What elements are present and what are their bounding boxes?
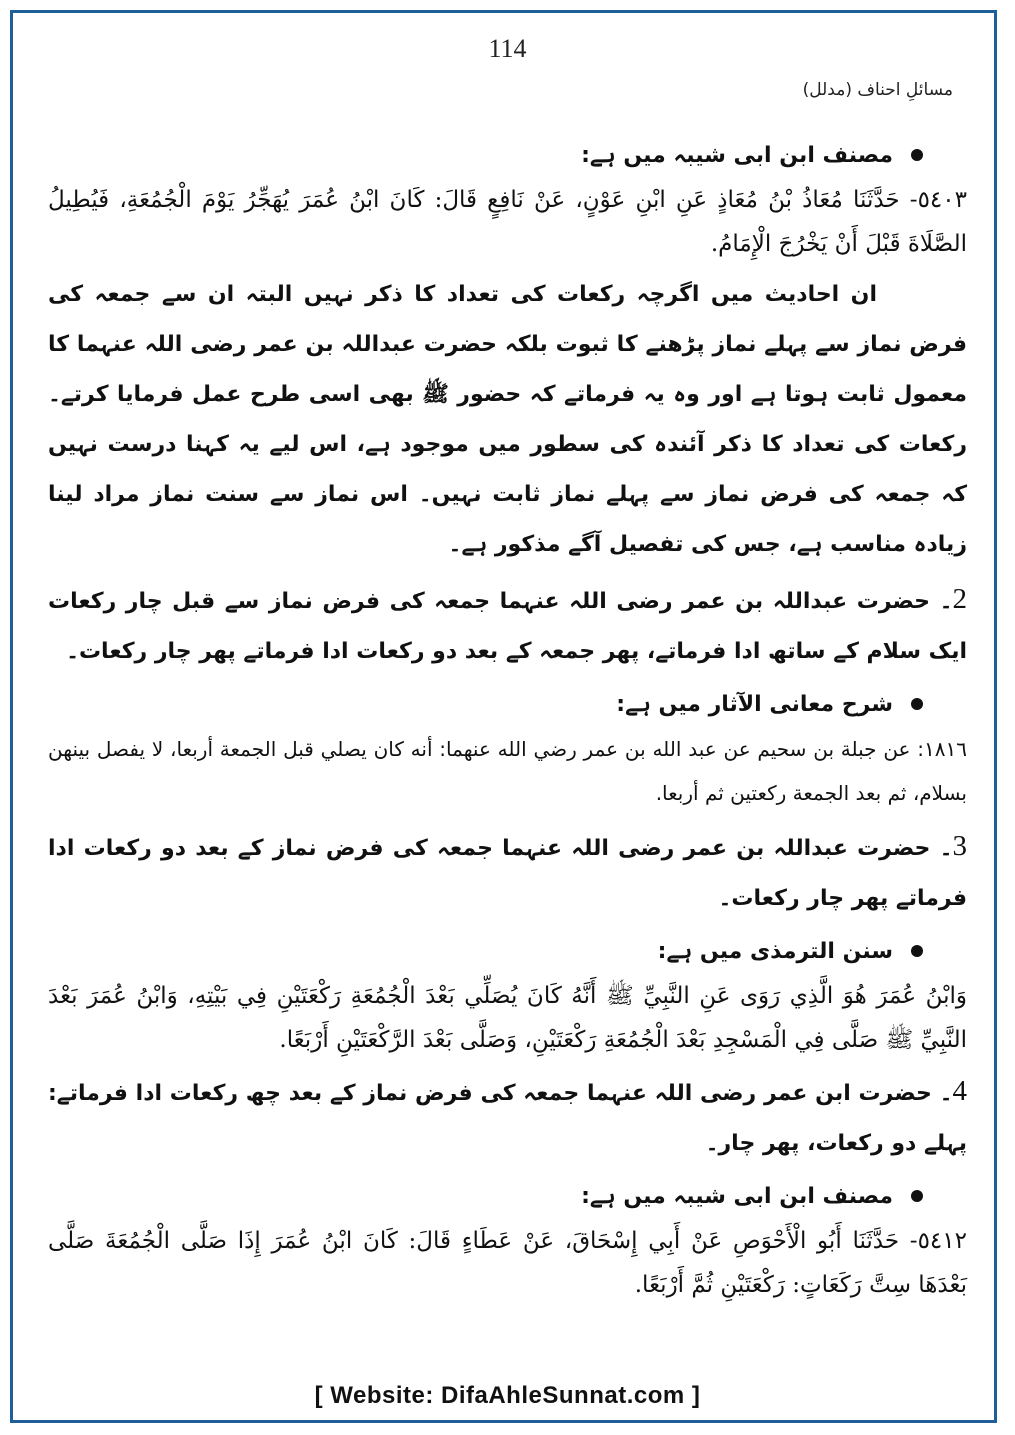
arabic-hadith: ١٨١٦: عن جبلة بن سحيم عن عبد الله بن عمر رضي الله عنهما: أنه كان يصلي قبل الجمعة أربعا، لا يفصل بينهن بسلام، ثم بعد الجمعة ركعتين ثم أربعا.: [48, 737, 967, 805]
numbered-point: [48, 821, 967, 924]
point-number: 4: [952, 1075, 967, 1107]
arabic-hadith: وَابْنُ عُمَرَ هُوَ الَّذِي رَوَى عَنِ النَّبِيِّ ﷺ أَنَّهُ كَانَ يُصَلِّي بَعْدَ الْجُمُعَةِ رَكْعَتَيْنِ فِي بَيْتِهِ، وَابْنُ عُمَرَ بَعْدَ النَّبِيِّ ﷺ صَلَّى فِي الْمَسْجِدِ بَعْدَ الْجُمُعَةِ رَكْعَتَيْنِ، وَصَلَّى بَعْدَ الرَّكْعَتَيْنِ أَرْبَعًا.: [48, 983, 967, 1053]
page-number: 114: [488, 34, 527, 63]
numbered-point: [48, 1066, 967, 1169]
arabic-hadith: ٥٤٠٣- حَدَّثَنَا مُعَاذُ بْنُ مُعَاذٍ عَنِ ابْنِ عَوْنٍ، عَنْ نَافِعٍ قَالَ: كَانَ ابْنُ عُمَرَ يُهَجِّرُ يَوْمَ الْجُمُعَةِ، فَيُطِيلُ الصَّلَاةَ قَبْلَ أَنْ يَخْرُجَ الْإِمَامُ.: [48, 187, 967, 257]
point-text: ۔ حضرت عبداللہ بن عمر رضی اللہ عنہما جمعہ کی فرض نماز سے قبل چار رکعات ایک سلام کے ساتھ ادا فرماتے، پھر جمعہ کے بعد دو رکعات ادا فرماتے پھر چار رکعات۔: [48, 589, 967, 664]
website-footer: [ Website: DifaAhleSunnat.com ]: [314, 1382, 701, 1409]
numbered-point: [48, 574, 967, 677]
point-text: ۔ حضرت ابن عمر رضی اللہ عنہما جمعہ کی فرض نماز کے بعد چھ رکعات ادا فرماتے: پہلے دو رکعات، پھر چار۔: [48, 1081, 967, 1156]
point-number: 3: [952, 830, 967, 862]
urdu-explanation: ان احادیث میں اگرچہ رکعات کی تعداد کا ذکر نہیں البتہ ان سے جمعہ کی فرض نماز سے پہلے نماز پڑھنے کا ثبوت بلکہ حضرت عبداللہ بن عمر رضی اللہ عنہما کا معمول ثابت ہوتا ہے اور وہ یہ فرماتے کہ حضور ﷺ بھی اسی طرح عمل فرمایا کرتے۔ رکعات کی تعداد کا ذکر آئندہ کی سطور میں موجود ہے، اس لیے یہ کہنا درست نہیں کہ جمعہ کی فرض نماز سے پہلے نماز ثابت نہیں۔ اس نماز سے سنت نماز مراد لینا زیادہ مناسب ہے، جس کی تفصیل آگے مذکور ہے۔: [48, 282, 967, 557]
section-heading: [48, 132, 967, 178]
bullet-icon: [911, 698, 923, 710]
bullet-icon: [911, 945, 923, 957]
bullet-icon: [911, 149, 923, 161]
heading-text: شرح معانی الآثار میں ہے:: [616, 691, 893, 717]
heading-text: مصنف ابن ابی شیبہ میں ہے:: [581, 1183, 893, 1209]
point-text: ۔ حضرت عبداللہ بن عمر رضی اللہ عنہما جمعہ کی فرض نماز کے بعد دو رکعات ادا فرماتے پھر چار رکعات۔: [48, 836, 967, 911]
section-heading: [48, 1173, 967, 1219]
page-content: [48, 132, 967, 1311]
heading-text: مصنف ابن ابی شیبہ میں ہے:: [581, 142, 893, 168]
bullet-icon: [911, 1190, 923, 1202]
section-heading: [48, 681, 967, 727]
running-head: مسائلِ احناف (مدلل): [802, 80, 953, 100]
heading-text: سنن الترمذی میں ہے:: [657, 938, 893, 964]
point-number: 2: [952, 583, 967, 615]
section-heading: [48, 928, 967, 974]
arabic-hadith: ٥٤١٢- حَدَّثَنَا أَبُو الْأَحْوَصِ عَنْ أَبِي إِسْحَاقَ، عَنْ عَطَاءٍ قَالَ: كَانَ ابْنُ عُمَرَ إِذَا صَلَّى الْجُمُعَةَ صَلَّى بَعْدَهَا سِتَّ رَكَعَاتٍ: رَكْعَتَيْنِ ثُمَّ أَرْبَعًا.: [48, 1228, 967, 1298]
